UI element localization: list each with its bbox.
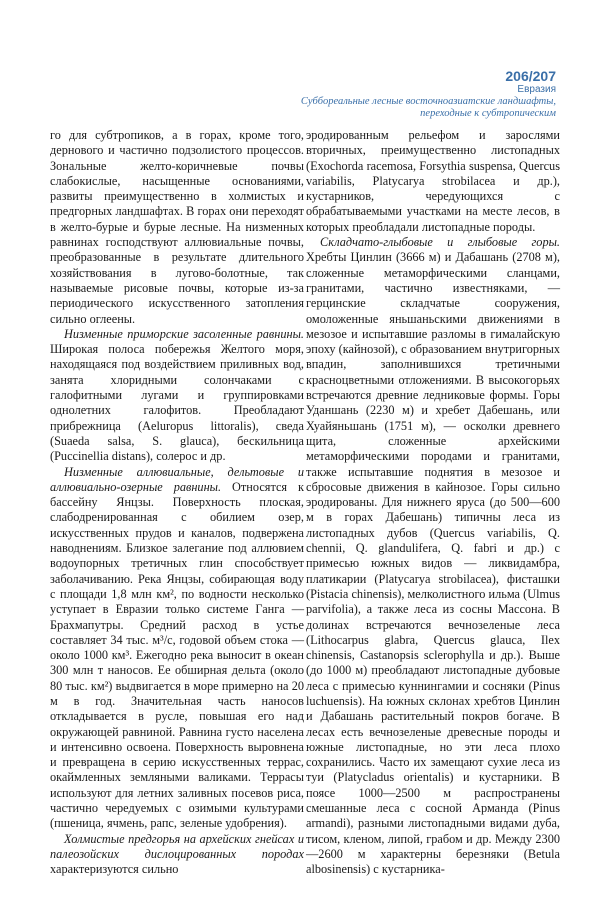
paragraph (50, 832, 304, 878)
subsection-heading: Низменные приморские засоленные равнины. (64, 326, 304, 341)
paragraph-text: Хребты Цинлин (3666 м) и Дабашань (2708 м), сложенные метаморфическими сланцами, гранитами, частично известняками, — герцинские складчатые сооружения, омоложенные яньшаньскими движениями в мезозое и испытавшие разломы в гималайскую эпоху (кайнозой), с образованием внутригорных впадин, заполнившихся третичными красноцветными отложениями. В высокогорьях встречаются древние ледниковые формы. Горы Уданшань (2230 м) и хребет Дабешань, или Хуайяньшань (1751 м), — осколки древнего щита, сложенные архейскими метаморфическими породами и гранитами, также испытавшие поднятия в мезозое и сбросовые движения в кайнозое. Горы сильно эродированы. Для нижнего яруса (до 500—600 м в горах Дабешань) типичны леса из листопадных дубов (Quercus variabilis, Q. chennii, Q. glandulifera, Q. fabri и др.) с примесью южных видов — ликвидамбра, платикарии (Platycarya strobilacea), фисташки (Pistacia chinensis), мелколистного ильма (Ulmus parvifolia), а также леса из сосны Массона. В долинах встречаются вечнозеленые леса (Lithocarpus glabra, Quercus glauca, Ilex chinensis, Castanopsis sclerophylla и др.). Выше (до 1000 м) преобладают листопадные дубовые леса с примесью куннингамии и сосняки (Pinus luchuensis). На южных склонах хребтов Цинлин и Дабашань растительный покров богаче. В лесах есть вечнозеленые древесные породы и южные листопадные, но эти леса плохо сохранились. Часто их замещают сухие леса из туи (Platycladus orientalis) и кустарники. В поясе 1000—2500 м распространены смешанные леса с сосной Арманда (Pinus armandi), разными листопадными видами дуба, тисом, кленом, липой, грабом и др. Между 2300—2600 м характерны березняки (Betula albosinensis) с кустарника- (306, 250, 560, 877)
paragraph-text: характеризуются сильно (50, 862, 179, 877)
region-label: Евразия (517, 84, 556, 95)
running-header (256, 68, 556, 120)
page-numbers: 206/207 (505, 68, 556, 84)
section-subtitle: Суббореальные лесные восточноазиатские ландшафты, переходные к субтропическим (300, 96, 556, 119)
paragraph-text: Относятся к бассейну Янцзы. Поверхность плоская, слабодренированная с обилием озер, искусственных прудов и каналов, подвержена наводнениям. Близкое залегание под аллювием водоупорных третичных глин способствует заболачиванию. Река Янцзы, собирающая воду с площади 1,8 млн км², по водности несколько уступает в Евразии только системе Ганга — Брахмапутры. Средний расход в устье составляет 34 тыс. м³/с, годовой объем стока — около 1000 км³. Ежегодно река выносит в океан 300 млн т наносов. Ее обширная дельта (около 80 тыс. км²) выдвигается в море примерно на 20 м в год. Значительная часть наносов откладывается в русле, повышая его над окружающей равниной. Равнина густо населена и интенсивно освоена. Поверхность выровнена и превращена в серию искусственных террас, окаймленных земляными валиками. Террасы используют для летних заливных посевов риса, частично чередуемых с озимыми культурами (пшеница, ячмень, рапс, зеленые удобрения). (50, 479, 304, 831)
paragraph (306, 235, 560, 877)
paragraph (50, 327, 304, 465)
paragraph: эродированным рельефом и зарослями вторичных, преимущественно листопадных (Exochorda racemosa, Forsythia suspensa, Quercus variabilis, Platycarya strobilacea и др.), кустарников, чередующихся с обрабатываемыми участками на месте лесов, в которых преобладали листопадные породы. (306, 128, 560, 234)
paragraph: го для субтропиков, а в горах, кроме того, дернового и частично подзолистого процессов. Зональные желто-коричневые почвы слабокислые, насыщенные основаниями, развиты преимущественно в холмистых и предгорных ландшафтах. В горах они переходят в желто-бурые и бурые лесные. На низменных равнинах господствуют аллювиальные почвы, преобразованные в результате длительного хозяйствования в лугово-болотные, так называемые рисовые почвы, которые из-за периодического искусственного затопления сильно оглеены. (50, 128, 304, 326)
subsection-heading: Складчато-глыбовые и глыбовые горы. (320, 235, 560, 250)
subsection-heading: Холмистые предгорья на архейских гнейсах и палеозойских дислоцированных породах (50, 831, 304, 861)
paragraph (50, 465, 304, 832)
right-column (306, 128, 560, 878)
paragraph-text: Широкая полоса побережья Желтого моря, находящаяся под воздействием приливных вод, занята хлоридными солончаками с галофитными лугами и группировками однолетних галофитов. Преобладают прибрежница (Aeluropus littoralis), сведа (Suaeda salsa, S. glauca), бескильница (Puccinellia distans), солерос и др. (50, 342, 304, 464)
subsection-heading: Низменные аллювиальные, дельтовые и аллювиально-озерные равнины. (50, 464, 304, 494)
left-column (50, 128, 304, 878)
